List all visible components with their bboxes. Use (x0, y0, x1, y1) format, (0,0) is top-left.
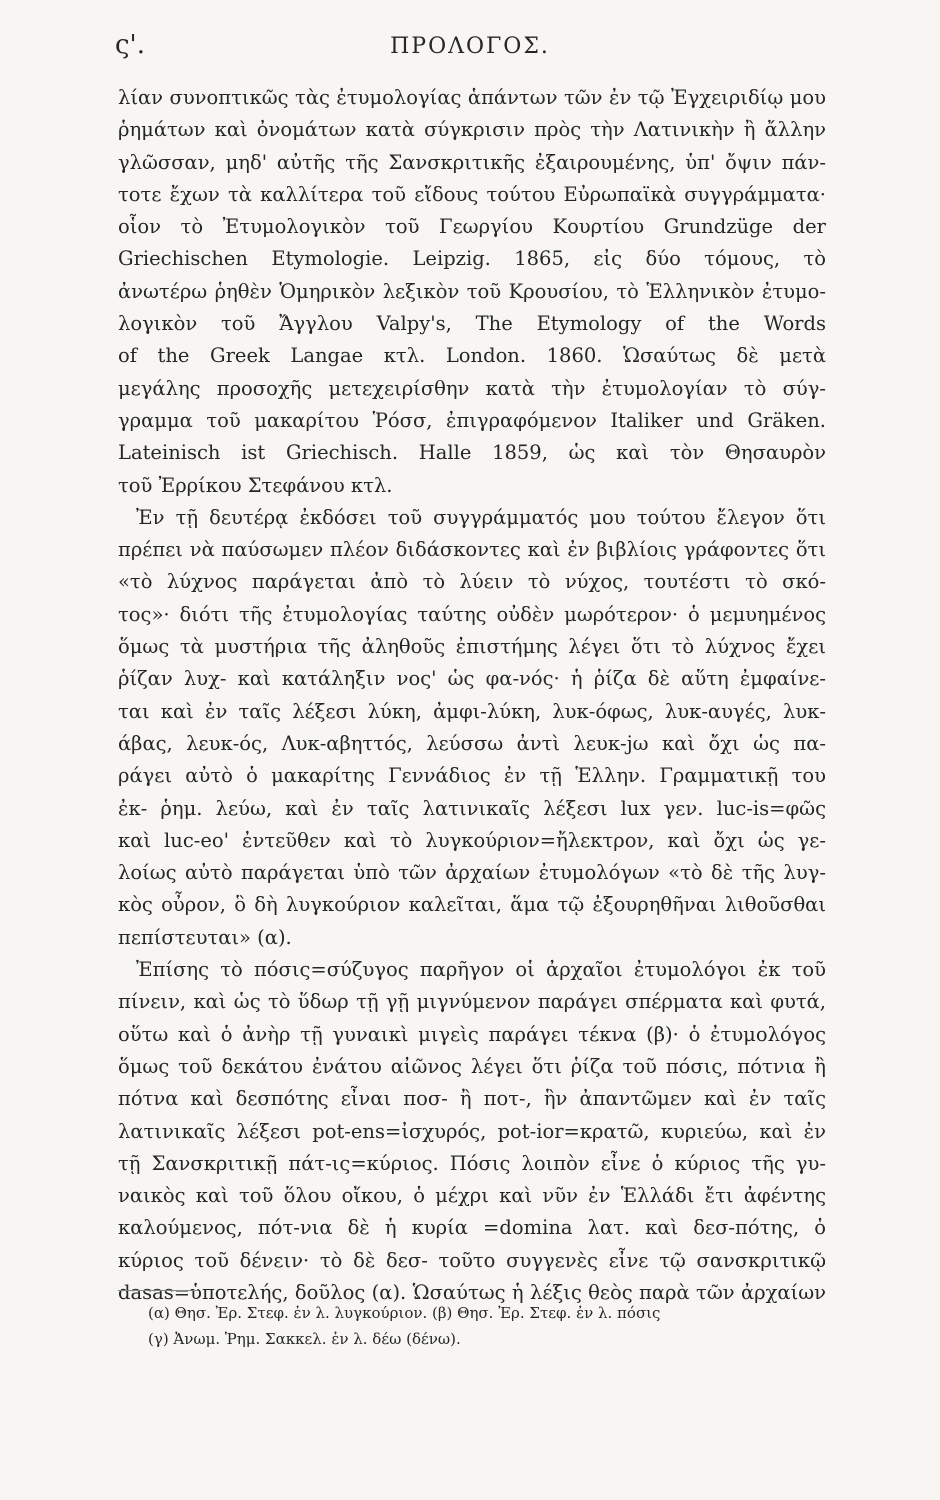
text-line: dasas=ὑποτελής, δοῦλος (α). Ὡσαύτως ἡ λέξις θεὸς παρὰ τῶν ἀρχαίων (118, 1280, 826, 1304)
page-header (115, 30, 825, 66)
text-line: λοίως αὐτὸ παράγεται ὑπὸ τῶν ἀρχαίων ἐτυμολόγων «τὸ δὲ τῆς λυγ- (118, 861, 826, 885)
text-line: λογικὸν τοῦ Ἄγγλου Valpy's, The Etymology of the Words (118, 312, 826, 336)
text-line: καλούμενος, πότ-νια δὲ ἡ κυρία =domina λατ. καὶ δεσ-πότης, ὁ (118, 1216, 826, 1240)
text-line: πεπίστευται» (α). (118, 925, 292, 949)
text-line: ράγει αὐτὸ ὁ μακαρίτης Γεννάδιος ἐν τῇ Ἑλλην. Γραμματικῇ του (118, 764, 826, 788)
text-line: λίαν συνοπτικῶς τὰς ἐτυμολογίας ἁπάντων τῶν ἐν τῷ Ἐγχειριδίῳ μου (118, 86, 826, 109)
footnote-rule (118, 1290, 198, 1291)
text-line: άβας, λευκ-ός, Λυκ-αβηττός, λεύσσω ἀντὶ λευκ-jω καὶ ὄχι ὡς πα- (118, 731, 826, 755)
text-line: of the Greek Langae κτλ. London. 1860. Ὡσαύτως δὲ μετὰ (118, 344, 826, 368)
text-line: Lateinisch ist Griechisch. Halle 1859, ὡς καὶ τὸν Θησαυρὸν (118, 441, 826, 465)
text-line: ται καὶ ἐν ταῖς λέξεσι λύκη, ἀμφι-λύκη, λυκ-όφως, λυκ-αυγές, λυκ- (118, 699, 826, 723)
body-text (118, 82, 826, 1309)
text-line: πότνα καὶ δεσπότης εἶναι ποσ- ἢ ποτ-, ἣν ἀπαντῶμεν καὶ ἐν ταῖς (118, 1087, 826, 1111)
text-line: Griechischen Etymologie. Leipzig. 1865, εἰς δύο τόμους, τὸ (118, 247, 826, 271)
running-title: ΠΡΟΛΟΓΟΣ. (390, 34, 550, 59)
text-line: λατινικαῖς λέξεσι pot-ens=ἰσχυρός, pot-ior=κρατῶ, κυριεύω, καὶ ἐν (118, 1119, 826, 1143)
footnote-line: (γ) Ἀνωμ. Ῥημ. Σακκελ. ἐν λ. δέω (δένω). (148, 1330, 461, 1348)
text-line: καὶ luc-eo' ἐντεῦθεν καὶ τὸ λυγκούριον=ἤλεκτρον, καὶ ὄχι ὡς γε- (118, 828, 826, 852)
text-line: τοτε ἔχων τὰ καλλίτερα τοῦ εἴδους τούτου Εὐρωπαϊκὰ συγγράμματα· (118, 182, 826, 206)
text-line: τοῦ Ἐρρίκου Στεφάνου κτλ. (118, 473, 393, 497)
text-line: πρέπει νὰ παύσωμεν πλέον διδάσκοντες καὶ ἐν βιβλίοις γράφοντες ὅτι (118, 538, 826, 562)
footnotes (118, 1300, 826, 1352)
text-line: γραμμα τοῦ μακαρίτου Ῥόσσ, ἐπιγραφόμενον Italiker und Gräken. (118, 408, 826, 432)
text-line: γλῶσσαν, μηδ' αὐτῆς τῆς Σανσκριτικῆς ἐξαιρουμένης, ὑπ' ὄψιν πάν- (118, 150, 826, 174)
text-line: ὅμως τὰ μυστήρια τῆς ἀληθοῦς ἐπιστήμης λέγει ὅτι τὸ λύχνος ἔχει (118, 635, 826, 659)
footnote-line: (α) Θησ. Ἐρ. Στεφ. ἐν λ. λυγκούριον. (β) Θησ. Ἐρ. Στεφ. ἐν λ. πόσις (148, 1304, 661, 1322)
text-line: οἷον τὸ Ἐτυμολογικὸν τοῦ Γεωργίου Κουρτίου Grundzüge der (118, 215, 826, 239)
text-line: μεγάλης προσοχῆς μετεχειρίσθην κατὰ τὴν ἐτυμολογίαν τὸ σύγ- (118, 376, 826, 400)
text-line: «τὸ λύχνος παράγεται ἀπὸ τὸ λύειν τὸ νύχος, τουτέστι τὸ σκό- (118, 570, 826, 594)
text-line: Ἐπίσης τὸ πόσις=σύζυγος παρῆγον οἱ ἀρχαῖοι ἐτυμολόγοι ἐκ τοῦ (136, 958, 826, 982)
text-line: ῥίζαν λυχ- καὶ κατάληξιν νος' ὡς φα-νός· ἡ ῥίζα δὲ αὕτη ἐμφαίνε- (118, 667, 826, 691)
text-line: κύριος τοῦ δένειν· τὸ δὲ δεσ- τοῦτο συγγενὲς εἶνε τῷ σανσκριτικῷ (118, 1248, 826, 1272)
text-line: Ἐν τῇ δευτέρᾳ ἐκδόσει τοῦ συγγράμματός μου τούτου ἔλεγον ὅτι (136, 505, 826, 529)
text-line: ὅμως τοῦ δεκάτου ἐνάτου αἰῶνος λέγει ὅτι ῥίζα τοῦ πόσις, πότνια ἢ (118, 1054, 826, 1078)
text-line: ἐκ- ῥημ. λεύω, καὶ ἐν ταῖς λατινικαῖς λέξεσι lux γεν. luc-is=φῶς (118, 796, 826, 820)
page-number: ς'. (115, 30, 145, 60)
text-line: τος»· διότι τῆς ἐτυμολογίας ταύτης οὐδὲν μωρότερον· ὁ μεμυημένος (118, 602, 826, 626)
text-line: ἀνωτέρω ῥηθὲν Ὁμηρικὸν λεξικὸν τοῦ Κρουσίου, τὸ Ἑλληνικὸν ἐτυμο- (118, 279, 826, 303)
text-line: ναικὸς καὶ τοῦ ὅλου οἴκου, ὁ μέχρι καὶ νῦν ἐν Ἑλλάδι ἔτι ἀφέντης (118, 1184, 826, 1208)
text-line: ῥημάτων καὶ ὀνομάτων κατὰ σύγκρισιν πρὸς τὴν Λατινικὴν ἢ ἄλλην (118, 118, 826, 142)
text-line: τῇ Σανσκριτικῇ πάτ-ις=κύριος. Πόσις λοιπὸν εἶνε ὁ κύριος τῆς γυ- (118, 1151, 826, 1175)
text-line: οὕτω καὶ ὁ ἀνὴρ τῇ γυναικὶ μιγεὶς παράγει τέκνα (β)· ὁ ἐτυμολόγος (118, 1022, 826, 1046)
text-line: πίνειν, καὶ ὡς τὸ ὕδωρ τῇ γῇ μιγνύμενον παράγει σπέρματα καὶ φυτά, (118, 990, 826, 1014)
text-line: κὸς οὖρον, ὃ δὴ λυγκούριον καλεῖται, ἅμα τῷ ἐξουρηθῆναι λιθοῦσθαι (118, 893, 826, 917)
